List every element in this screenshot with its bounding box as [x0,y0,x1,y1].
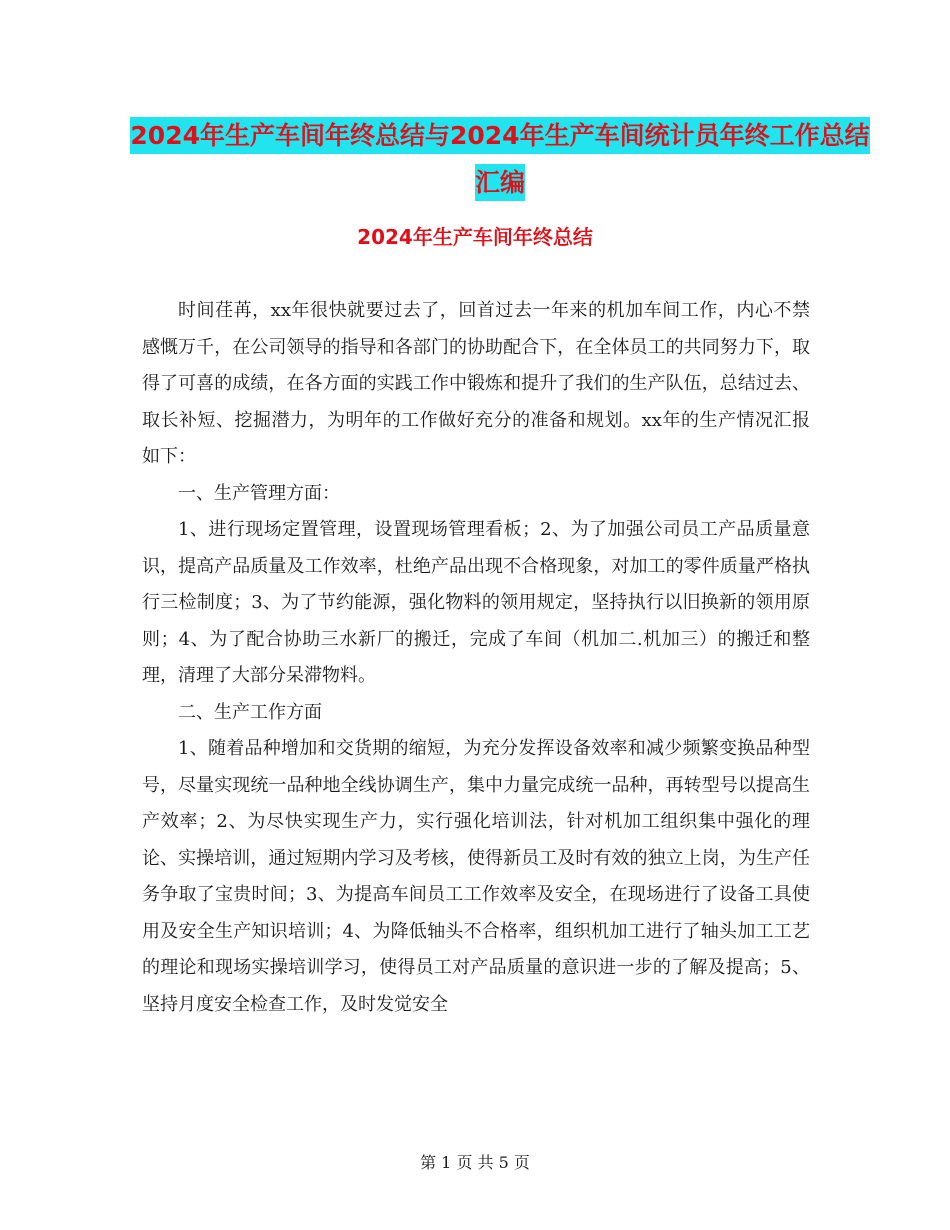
paragraph-production-work: 1、随着品种增加和交货期的缩短，为充分发挥设备效率和减少频繁变换品种型号，尽量实现统一品种地全线协调生产，集中力量完成统一品种，再转型号以提高生产效率；2、为尽快实现生产力，实行强化培训法，针对机加工组织集中强化的理论、实操培训，通过短期内学习及考核，使得新员工及时有效的独立上岗，为生产任务争取了宝贵时间；3、为提高车间员工工作效率及安全，在现场进行了设备工具使用及安全生产知识培训；4、为降低轴头不合格率，组织机加工进行了轴头加工工艺的理论和现场实操培训学习，使得员工对产品质量的意识进一步的了解及提高；5、坚持月度安全检查工作，及时发觉安全 [142,738,810,1015]
paragraph-intro: 时间荏苒，xx年很快就要过去了，回首过去一年来的机加车间工作，内心不禁感慨万千，在公司领导的指导和各部门的协助配合下，在全体员工的共同努力下，取得了可喜的成绩，在各方面的实践工作中锻炼和提升了我们的生产队伍，总结过去、取长补短、挖掘潜力，为明年的工作做好充分的准备和规划。xx年的生产情况汇报如下： [142,300,810,467]
section-title: 2024年生产车间年终总结 [357,225,593,249]
document-title [120,112,880,206]
document-body [142,293,810,1023]
heading-production-work: 二、生产工作方面 [178,701,322,723]
document-title-highlight: 2024年生产车间年终总结与2024年生产车间统计员年终工作总结汇编 [130,117,869,201]
page-number-footer: 第 1 页 共 5 页 [420,1153,530,1172]
paragraph-production-management: 1、进行现场定置管理，设置现场管理看板；2、为了加强公司员工产品质量意识，提高产品质量及工作效率，杜绝产品出现不合格现象，对加工的零件质量严格执行三检制度；3、为了节约能源，强化物料的领用规定，坚持执行以旧换新的领用原则；4、为了配合协助三水新厂的搬迁，完成了车间（机加二.机加三）的搬迁和整理，清理了大部分呆滞物料。 [142,519,810,686]
heading-production-management: 一、生产管理方面： [178,482,340,504]
